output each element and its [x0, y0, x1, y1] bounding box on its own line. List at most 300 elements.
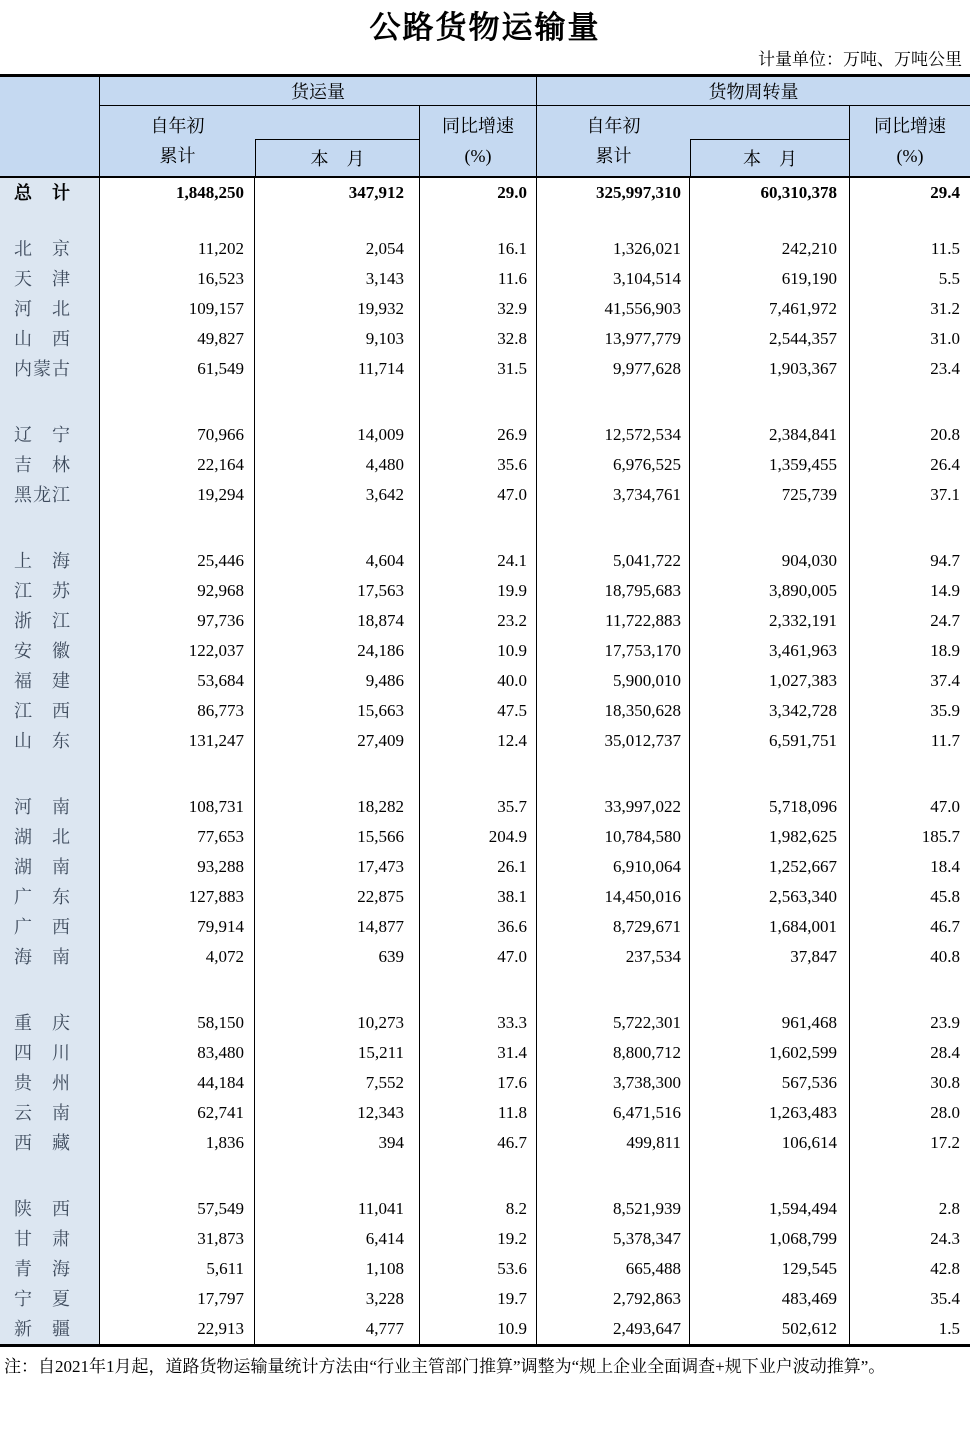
value-cell: 19,932 [255, 294, 420, 324]
row-label-cell [0, 912, 100, 942]
value-cell: 3,342,728 [690, 696, 850, 726]
table-row [0, 1128, 970, 1158]
value-cell: 22,913 [100, 1314, 255, 1344]
value-cell: 3,642 [255, 480, 420, 510]
value-cell: 1.5 [938, 1319, 960, 1338]
value-cell: 37.1 [930, 485, 960, 504]
footnote: 注：自2021年1月起，道路货物运输量统计方法由“行业主管部门推算”调整为“规上企业全面调查+规下业户波动推算”。 [4, 1357, 886, 1376]
unit-note: 计量单位：万吨、万吨公里 [758, 50, 962, 69]
value-cell [255, 1158, 420, 1194]
value-cell: 49,827 [100, 324, 255, 354]
value-cell: 19.7 [420, 1284, 537, 1314]
region-label: 湖南 [14, 857, 70, 877]
value-cell: 58,150 [100, 1008, 255, 1038]
row-label-cell [0, 480, 100, 510]
value-cell: 127,883 [100, 882, 255, 912]
header-month-1 [255, 106, 420, 176]
row-label-cell [0, 666, 100, 696]
row-label-cell [0, 546, 100, 576]
value-cell: 19.2 [420, 1224, 537, 1254]
value-cell: 7,552 [255, 1068, 420, 1098]
row-label-cell [0, 294, 100, 324]
value-cell: 44,184 [100, 1068, 255, 1098]
header-line: (%) [464, 145, 492, 166]
value-cell: 45.8 [930, 887, 960, 906]
value-cell: 17,797 [100, 1284, 255, 1314]
value-cell: 23.4 [930, 359, 960, 378]
value-cell [850, 972, 970, 1008]
table-row [0, 1068, 970, 1098]
value-cell: 347,912 [255, 178, 420, 208]
value-cell: 10.9 [420, 636, 537, 666]
value-cell: 37.4 [930, 671, 960, 690]
table-row [0, 726, 970, 756]
value-cell: 12.4 [420, 726, 537, 756]
value-cell: 8,521,939 [537, 1194, 690, 1224]
value-cell: 6,976,525 [537, 450, 690, 480]
page-title: 公路货物运输量 [369, 10, 601, 45]
value-cell: 18,874 [255, 606, 420, 636]
region-label: 浙江 [14, 611, 70, 631]
value-cell: 1,602,599 [690, 1038, 850, 1068]
value-cell: 483,469 [690, 1284, 850, 1314]
header-growth-rate-1 [420, 106, 537, 176]
region-label: 重庆 [14, 1013, 70, 1033]
value-cell: 14,877 [255, 912, 420, 942]
table-row [0, 294, 970, 324]
row-label-cell [0, 636, 100, 666]
value-cell: 639 [255, 942, 420, 972]
header-stub-cell [0, 77, 100, 176]
value-cell: 47.0 [420, 480, 537, 510]
row-label-cell [0, 1224, 100, 1254]
value-cell: 4,072 [100, 942, 255, 972]
value-cell: 18.9 [930, 641, 960, 660]
table-row [0, 792, 970, 822]
value-cell: 40.8 [930, 947, 960, 966]
value-cell: 1,252,667 [690, 852, 850, 882]
spacer-row [0, 756, 970, 792]
value-cell: 11,714 [255, 354, 420, 384]
value-cell [537, 510, 690, 546]
value-cell: 6,910,064 [537, 852, 690, 882]
header-line: 自年初 [150, 116, 205, 137]
value-cell: 9,486 [255, 666, 420, 696]
row-label-cell [0, 384, 100, 420]
value-cell: 122,037 [100, 636, 255, 666]
value-cell: 10.9 [420, 1314, 537, 1344]
value-cell: 28.4 [930, 1043, 960, 1062]
value-cell: 57,549 [100, 1194, 255, 1224]
value-cell [537, 384, 690, 420]
value-cell: 242,210 [690, 234, 850, 264]
value-cell: 31,873 [100, 1224, 255, 1254]
value-cell [255, 756, 420, 792]
value-cell: 35.7 [420, 792, 537, 822]
region-label: 海南 [14, 947, 70, 967]
value-cell: 17,473 [255, 852, 420, 882]
table-row [0, 450, 970, 480]
table-row [0, 852, 970, 882]
value-cell: 2,493,647 [537, 1314, 690, 1344]
value-cell: 12,343 [255, 1098, 420, 1128]
region-label: 内蒙古 [14, 359, 70, 379]
row-label-cell [0, 576, 100, 606]
value-cell: 41,556,903 [537, 294, 690, 324]
row-label-cell [0, 1098, 100, 1128]
region-label: 山西 [14, 329, 70, 349]
value-cell: 26.4 [930, 455, 960, 474]
region-label: 黑龙江 [14, 485, 70, 505]
row-label-cell [0, 178, 100, 208]
value-cell: 25,446 [100, 546, 255, 576]
table-row [0, 822, 970, 852]
value-cell: 31.0 [930, 329, 960, 348]
region-label: 江苏 [14, 581, 70, 601]
spacer-row [0, 208, 970, 234]
value-cell: 665,488 [537, 1254, 690, 1284]
value-cell: 18,795,683 [537, 576, 690, 606]
value-cell [100, 384, 255, 420]
value-cell: 26.9 [420, 420, 537, 450]
value-cell: 11,722,883 [537, 606, 690, 636]
value-cell: 35.6 [420, 450, 537, 480]
value-cell [690, 756, 850, 792]
header-cumulative-1 [100, 106, 255, 176]
value-cell: 46.7 [930, 917, 960, 936]
region-label: 山东 [14, 731, 70, 751]
region-label: 安徽 [14, 641, 70, 661]
value-cell: 22,164 [100, 450, 255, 480]
header-line: 自年初 [586, 116, 641, 137]
value-cell [850, 1158, 970, 1194]
value-cell: 24,186 [255, 636, 420, 666]
value-cell: 1,836 [100, 1128, 255, 1158]
value-cell: 32.9 [420, 294, 537, 324]
value-cell [537, 1158, 690, 1194]
header-line: 本 月 [310, 149, 365, 169]
header-month-2 [690, 106, 850, 176]
value-cell: 94.7 [930, 551, 960, 570]
region-label: 陕西 [14, 1199, 70, 1219]
value-cell [420, 1158, 537, 1194]
row-label-cell [0, 264, 100, 294]
row-label-cell [0, 354, 100, 384]
value-cell: 53.6 [420, 1254, 537, 1284]
value-cell: 1,263,483 [690, 1098, 850, 1128]
value-cell: 31.2 [930, 299, 960, 318]
table-row [0, 1098, 970, 1128]
value-cell: 18.4 [930, 857, 960, 876]
row-label-cell [0, 208, 100, 234]
value-cell: 1,684,001 [690, 912, 850, 942]
value-cell: 3,461,963 [690, 636, 850, 666]
value-cell: 3,734,761 [537, 480, 690, 510]
region-label: 贵州 [14, 1073, 70, 1093]
header-line: 本 月 [743, 149, 797, 169]
table-row [0, 480, 970, 510]
value-cell: 1,982,625 [690, 822, 850, 852]
table-header [0, 77, 970, 178]
value-cell: 83,480 [100, 1038, 255, 1068]
group-label: 货运量 [291, 82, 345, 102]
region-label: 江西 [14, 701, 70, 721]
value-cell: 8.2 [420, 1194, 537, 1224]
value-cell: 1,326,021 [537, 234, 690, 264]
value-cell: 12,572,534 [537, 420, 690, 450]
value-cell: 4,604 [255, 546, 420, 576]
spacer-row [0, 1158, 970, 1194]
value-cell: 204.9 [420, 822, 537, 852]
value-cell: 7,461,972 [690, 294, 850, 324]
value-cell: 106,614 [690, 1128, 850, 1158]
row-label-cell [0, 972, 100, 1008]
value-cell: 109,157 [100, 294, 255, 324]
table-row [0, 606, 970, 636]
region-label: 广西 [14, 917, 70, 937]
value-cell: 9,977,628 [537, 354, 690, 384]
row-label-cell [0, 450, 100, 480]
value-cell: 11.5 [930, 239, 960, 258]
row-label-cell [0, 1194, 100, 1224]
value-cell: 70,966 [100, 420, 255, 450]
value-cell: 237,534 [537, 942, 690, 972]
value-cell: 37,847 [690, 942, 850, 972]
value-cell [850, 208, 970, 234]
header-group-freight-turnover [537, 77, 970, 106]
value-cell [100, 208, 255, 234]
table-row [0, 1314, 970, 1344]
row-label-cell [0, 792, 100, 822]
region-label: 天津 [14, 269, 70, 289]
value-cell: 8,800,712 [537, 1038, 690, 1068]
row-label-cell [0, 1038, 100, 1068]
value-cell: 904,030 [690, 546, 850, 576]
value-cell: 17.6 [420, 1068, 537, 1098]
value-cell: 3,890,005 [690, 576, 850, 606]
value-cell: 6,471,516 [537, 1098, 690, 1128]
value-cell: 97,736 [100, 606, 255, 636]
value-cell: 11.7 [930, 731, 960, 750]
value-cell: 16,523 [100, 264, 255, 294]
header-line: 同比增速 [874, 116, 946, 137]
value-cell [420, 756, 537, 792]
spacer-row [0, 510, 970, 546]
region-label: 吉林 [14, 455, 70, 475]
table-row [0, 1194, 970, 1224]
region-label: 湖北 [14, 827, 70, 847]
value-cell: 38.1 [420, 882, 537, 912]
row-label-cell [0, 852, 100, 882]
region-label: 上海 [14, 551, 70, 571]
value-cell: 3,228 [255, 1284, 420, 1314]
value-cell: 92,968 [100, 576, 255, 606]
value-cell: 24.1 [420, 546, 537, 576]
row-label-cell [0, 324, 100, 354]
value-cell: 11.8 [420, 1098, 537, 1128]
region-label: 新疆 [14, 1319, 70, 1339]
value-cell: 499,811 [537, 1128, 690, 1158]
value-cell: 1,903,367 [690, 354, 850, 384]
value-cell: 15,211 [255, 1038, 420, 1068]
value-cell: 129,545 [690, 1254, 850, 1284]
value-cell: 5,718,096 [690, 792, 850, 822]
row-label-cell [0, 696, 100, 726]
value-cell: 79,914 [100, 912, 255, 942]
value-cell [690, 208, 850, 234]
value-cell: 18,282 [255, 792, 420, 822]
value-cell: 35,012,737 [537, 726, 690, 756]
value-cell [100, 756, 255, 792]
table-row [0, 178, 970, 208]
freight-table [0, 74, 970, 1347]
table-row [0, 420, 970, 450]
value-cell [100, 972, 255, 1008]
value-cell: 24.3 [930, 1229, 960, 1248]
row-label-cell [0, 1008, 100, 1038]
value-cell: 77,653 [100, 822, 255, 852]
value-cell [255, 208, 420, 234]
value-cell: 93,288 [100, 852, 255, 882]
group-label: 货物周转量 [708, 82, 799, 102]
row-label-cell [0, 420, 100, 450]
row-label-cell [0, 1158, 100, 1194]
value-cell: 42.8 [930, 1259, 960, 1278]
value-cell: 2,384,841 [690, 420, 850, 450]
table-row [0, 354, 970, 384]
value-cell: 502,612 [690, 1314, 850, 1344]
row-label-cell [0, 606, 100, 636]
value-cell: 1,848,250 [100, 178, 255, 208]
table-row [0, 666, 970, 696]
table-row [0, 576, 970, 606]
value-cell: 19.9 [420, 576, 537, 606]
document-page [0, 10, 970, 1381]
value-cell: 40.0 [420, 666, 537, 696]
row-label-cell [0, 756, 100, 792]
value-cell [420, 972, 537, 1008]
value-cell: 1,359,455 [690, 450, 850, 480]
value-cell: 10,273 [255, 1008, 420, 1038]
value-cell: 11,041 [255, 1194, 420, 1224]
value-cell: 60,310,378 [690, 178, 850, 208]
value-cell: 2,054 [255, 234, 420, 264]
value-cell: 14,009 [255, 420, 420, 450]
value-cell: 17.2 [930, 1133, 960, 1152]
value-cell [690, 1158, 850, 1194]
value-cell: 567,536 [690, 1068, 850, 1098]
value-cell: 17,753,170 [537, 636, 690, 666]
value-cell: 11.6 [420, 264, 537, 294]
value-cell: 61,549 [100, 354, 255, 384]
value-cell: 108,731 [100, 792, 255, 822]
header-growth-rate-2 [850, 106, 970, 176]
table-row [0, 264, 970, 294]
value-cell: 31.4 [420, 1038, 537, 1068]
value-cell: 29.0 [420, 178, 537, 208]
value-cell: 26.1 [420, 852, 537, 882]
value-cell: 53,684 [100, 666, 255, 696]
header-group-freight-volume [100, 77, 537, 106]
value-cell: 3,738,300 [537, 1068, 690, 1098]
value-cell [420, 384, 537, 420]
value-cell [255, 384, 420, 420]
row-label-cell [0, 1314, 100, 1344]
value-cell: 2,332,191 [690, 606, 850, 636]
value-cell: 47.0 [930, 797, 960, 816]
value-cell: 27,409 [255, 726, 420, 756]
value-cell: 47.0 [420, 942, 537, 972]
table-row [0, 882, 970, 912]
value-cell: 961,468 [690, 1008, 850, 1038]
value-cell [850, 510, 970, 546]
value-cell: 22,875 [255, 882, 420, 912]
spacer-row [0, 972, 970, 1008]
value-cell: 31.5 [420, 354, 537, 384]
region-label: 北京 [14, 239, 70, 259]
region-label: 广东 [14, 887, 70, 907]
table-row [0, 1284, 970, 1314]
table-row [0, 636, 970, 666]
header-line: 累计 [595, 145, 632, 166]
value-cell: 16.1 [420, 234, 537, 264]
region-label: 河北 [14, 299, 70, 319]
value-cell: 5.5 [938, 269, 960, 288]
value-cell: 6,591,751 [690, 726, 850, 756]
region-label: 青海 [14, 1259, 70, 1279]
region-label: 西藏 [14, 1133, 70, 1153]
value-cell: 29.4 [930, 183, 960, 202]
value-cell: 4,777 [255, 1314, 420, 1344]
value-cell: 17,563 [255, 576, 420, 606]
value-cell: 14,450,016 [537, 882, 690, 912]
value-cell: 1,108 [255, 1254, 420, 1284]
table-row [0, 546, 970, 576]
region-label: 四川 [14, 1043, 70, 1063]
value-cell: 47.5 [420, 696, 537, 726]
row-label-cell [0, 1284, 100, 1314]
value-cell: 5,611 [100, 1254, 255, 1284]
value-cell: 2,792,863 [537, 1284, 690, 1314]
value-cell: 33.3 [420, 1008, 537, 1038]
value-cell [100, 510, 255, 546]
value-cell: 35.4 [930, 1289, 960, 1308]
value-cell [420, 510, 537, 546]
value-cell: 1,027,383 [690, 666, 850, 696]
value-cell: 30.8 [930, 1073, 960, 1092]
value-cell: 5,900,010 [537, 666, 690, 696]
value-cell [255, 972, 420, 1008]
row-label-cell [0, 882, 100, 912]
table-row [0, 912, 970, 942]
row-label-cell [0, 822, 100, 852]
table-row [0, 324, 970, 354]
row-label-cell [0, 234, 100, 264]
value-cell [255, 510, 420, 546]
value-cell [537, 972, 690, 1008]
value-cell: 35.9 [930, 701, 960, 720]
value-cell: 394 [255, 1128, 420, 1158]
value-cell [690, 384, 850, 420]
table-row [0, 942, 970, 972]
value-cell [850, 384, 970, 420]
table-row [0, 1224, 970, 1254]
value-cell: 325,997,310 [537, 178, 690, 208]
value-cell: 2,563,340 [690, 882, 850, 912]
region-label: 辽宁 [14, 425, 70, 445]
value-cell: 15,566 [255, 822, 420, 852]
row-label-cell [0, 1128, 100, 1158]
